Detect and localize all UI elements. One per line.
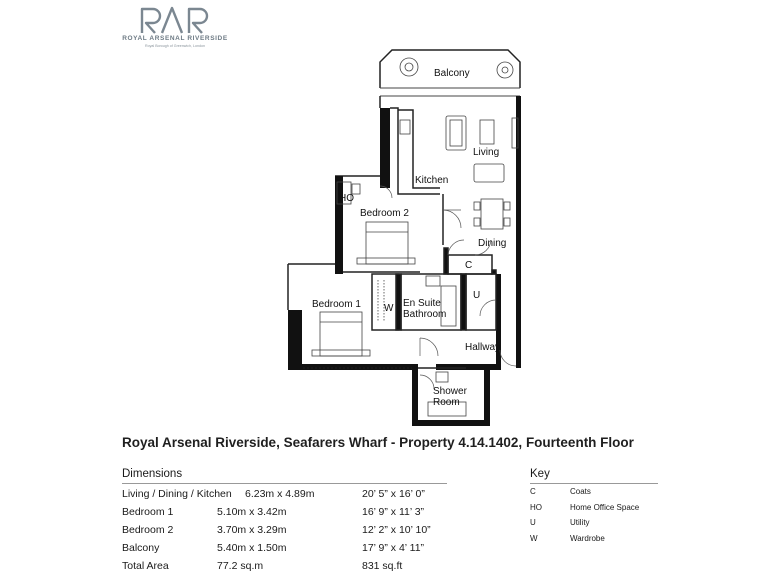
key-item: [530, 515, 680, 531]
key-heading: Key: [530, 468, 658, 484]
room-label-bedroom-1: Bedroom 1: [312, 299, 361, 310]
dimension-room: Total Area: [122, 560, 169, 572]
dimension-metric: 5.40m x 1.50m: [217, 542, 287, 554]
dimension-metric: 5.10m x 3.42m: [217, 506, 287, 518]
dimension-row: [122, 502, 452, 520]
dimension-row: [122, 538, 452, 556]
room-label-bedroom-2: Bedroom 2: [360, 208, 409, 219]
property-title: Royal Arsenal Riverside, Seafarers Wharf - Property 4.14.1402, Fourteenth Floor: [122, 435, 634, 450]
dimension-row: [122, 484, 452, 502]
dimension-imperial: 16’ 9” x 11’ 3”: [362, 506, 425, 518]
room-label-coats: C: [465, 260, 473, 271]
key-description: Coats: [570, 487, 591, 496]
dimension-row: [122, 520, 452, 538]
dimension-imperial: 17’ 9” x 4’ 11”: [362, 542, 425, 554]
key-code: W: [530, 533, 538, 543]
dimension-room: Bedroom 2: [122, 524, 174, 536]
dimensions-table: [122, 468, 452, 574]
key-description: Wardrobe: [570, 533, 605, 543]
interior-walls: [303, 108, 496, 368]
room-label-room: Room: [433, 397, 460, 408]
room-label-wardrobe: W: [384, 303, 394, 314]
dimensions-heading: Dimensions: [122, 468, 447, 484]
room-label-utility: U: [473, 290, 481, 301]
room-label-kitchen: Kitchen: [415, 175, 449, 186]
dimension-room: Balcony: [122, 542, 160, 554]
dimension-room: Living / Dining / Kitchen: [122, 488, 232, 500]
key-code: C: [530, 487, 536, 496]
key-description: Home Office Space: [570, 502, 640, 512]
room-label-hallway: Hallway: [465, 342, 501, 353]
room-label-shower: Shower: [433, 386, 467, 397]
logo-name: ROYAL ARSENAL RIVERSIDE: [122, 35, 228, 42]
key-item: [530, 500, 680, 516]
dimension-imperial: 12’ 2” x 10’ 10”: [362, 524, 431, 536]
dimension-imperial: 20’ 5” x 16’ 0”: [362, 488, 425, 500]
dimension-metric: 3.70m x 3.29m: [217, 524, 287, 536]
room-label-living: Living: [473, 147, 500, 158]
dimension-metric: 6.23m x 4.89m: [245, 488, 315, 500]
key-code: U: [530, 518, 536, 527]
key-legend: [530, 468, 680, 546]
key-item: [530, 531, 680, 547]
logo-subtitle: Royal Borough of Greenwich, London: [145, 44, 205, 48]
room-label-bathroom: Bathroom: [403, 309, 447, 320]
dimension-metric: 77.2 sq.m: [217, 560, 264, 572]
key-item: [530, 484, 680, 500]
room-label-dining: Dining: [478, 238, 507, 249]
dimension-row-total: [122, 556, 452, 574]
key-description: Utility: [570, 518, 590, 527]
room-label-ensuite: En Suite: [403, 298, 441, 309]
key-code: HO: [530, 502, 542, 512]
dimension-room: Bedroom 1: [122, 506, 174, 518]
room-label-home-office: HO: [339, 193, 354, 204]
dimension-imperial: 831 sq.ft: [362, 560, 403, 572]
room-label-balcony: Balcony: [434, 68, 470, 79]
